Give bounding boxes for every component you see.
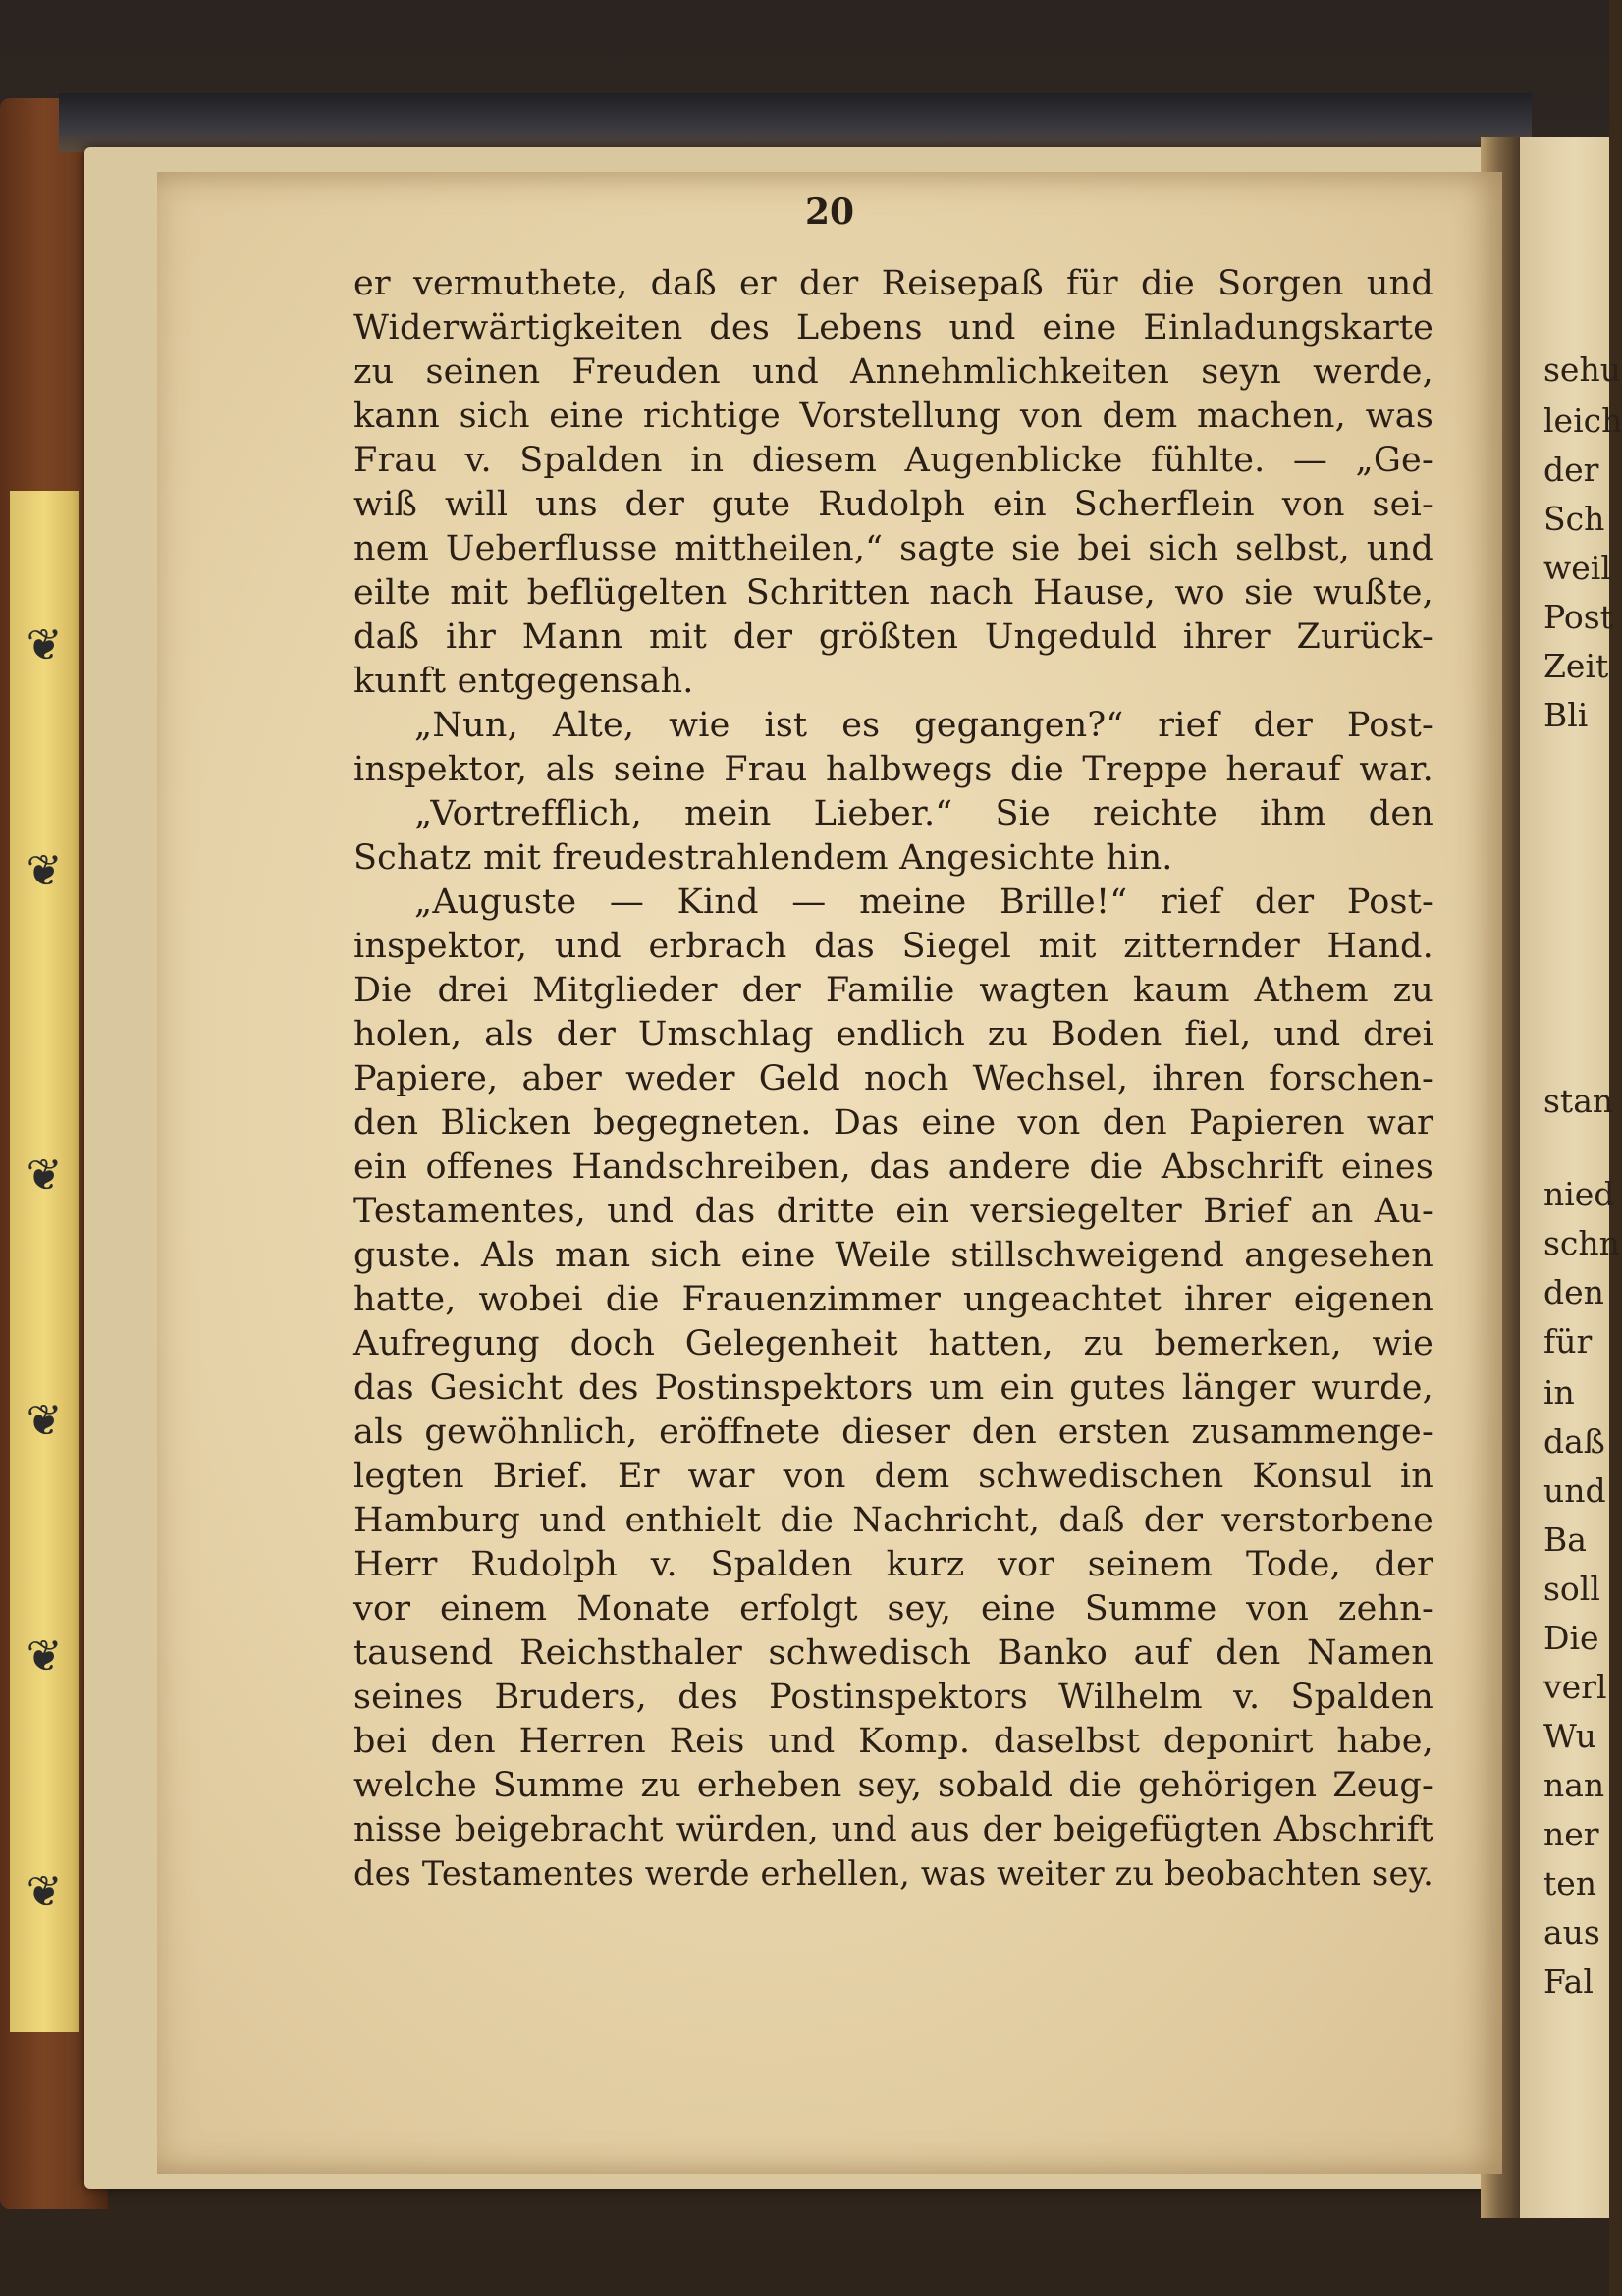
next-page-fragment: sehu [1543, 350, 1621, 389]
next-page-fragment: Post [1543, 598, 1613, 636]
text-line: Widerwärtigkeiten des Lebens und eine Einladungskarte [353, 308, 1433, 347]
spine-ornament-icon: ❦ [26, 1867, 63, 1917]
text-line: kunft entgegensah. [353, 662, 694, 701]
next-page-fragment: Ba [1543, 1521, 1587, 1559]
text-line: Herr Rudolph v. Spalden kurz vor seinem Tode, der [353, 1545, 1433, 1584]
spine-ornament-icon: ❦ [26, 1396, 63, 1446]
text-line: bei den Herren Reis und Komp. daselbst deponirt habe, [353, 1722, 1433, 1761]
spine-ornament-icon: ❦ [26, 1150, 63, 1201]
next-page-fragment: den [1543, 1273, 1604, 1311]
text-line: als gewöhnlich, eröffnete dieser den ersten zusammenge- [353, 1413, 1433, 1452]
next-page-fragment: Wu [1543, 1717, 1596, 1755]
text-line: legten Brief. Er war von dem schwedischen Konsul in [353, 1457, 1433, 1496]
next-page-fragment: Die [1543, 1619, 1599, 1657]
next-page-fragment: Sch [1543, 500, 1605, 538]
next-page-fragment: nan [1543, 1766, 1605, 1804]
next-page-fragment: ten [1543, 1864, 1597, 1902]
spine-ornament-icon: ❦ [26, 620, 63, 670]
text-line: zu seinen Freuden und Annehmlichkeiten seyn werde, [353, 352, 1433, 392]
text-line: Die drei Mitglieder der Familie wagten kaum Athem zu [353, 971, 1433, 1010]
next-page-fragment: schn [1543, 1224, 1620, 1262]
text-line: das Gesicht des Postinspektors um ein gutes länger wurde, [353, 1368, 1433, 1408]
next-page-edge [1520, 137, 1622, 2218]
text-line: Papiere, aber weder Geld noch Wechsel, ihren forschen- [353, 1059, 1433, 1098]
next-page-fragment: weil [1543, 549, 1611, 587]
next-page-fragment: und [1543, 1471, 1606, 1510]
text-line: tausend Reichsthaler schwedisch Banko auf den Namen [353, 1633, 1433, 1673]
text-line: ein offenes Handschreiben, das andere die Abschrift eines [353, 1148, 1433, 1187]
text-line: vor einem Monate erfolgt sey, eine Summe von zehn- [353, 1589, 1433, 1629]
text-line: des Testamentes werde erhellen, was weiter zu beobachten sey. [353, 1854, 1433, 1893]
text-line: welche Summe zu erheben sey, sobald die gehörigen Zeug- [353, 1766, 1433, 1805]
text-line: guste. Als man sich eine Weile stillschweigend angesehen [353, 1236, 1433, 1275]
next-page-fragment: ner [1543, 1815, 1599, 1853]
next-page-fragment: Fal [1543, 1962, 1594, 2001]
book-page [157, 172, 1502, 2174]
text-line: „Auguste — Kind — meine Brille!“ rief der Post- [414, 882, 1433, 922]
text-line: eilte mit beflügelten Schritten nach Hause, wo sie wußte, [353, 573, 1433, 613]
text-line: nem Ueberflusse mittheilen,“ sagte sie bei sich selbst, und [353, 529, 1433, 568]
next-page-fragment: stan [1543, 1082, 1614, 1120]
text-line: daß ihr Mann mit der größten Ungeduld ihrer Zurück- [353, 617, 1433, 657]
spine-ornament-icon: ❦ [26, 846, 63, 896]
next-page-fragment: für [1543, 1322, 1593, 1361]
spine-label-strip [10, 491, 79, 2032]
text-line: Frau v. Spalden in diesem Augenblicke fühlte. — „Ge- [353, 441, 1433, 480]
text-line: Testamentes, und das dritte ein versiegelter Brief an Au- [353, 1192, 1433, 1231]
text-line: den Blicken begegneten. Das eine von den Papieren war [353, 1103, 1433, 1143]
text-line: er vermuthete, daß er der Reisepaß für die Sorgen und [353, 264, 1433, 303]
text-line: nisse beigebracht würden, und aus der beigefügten Abschrift [353, 1810, 1433, 1849]
text-line: hatte, wobei die Frauenzimmer ungeachtet ihrer eigenen [353, 1280, 1433, 1319]
next-page-fragment: leich [1543, 401, 1622, 440]
text-line: Hamburg und enthielt die Nachricht, daß der verstorbene [353, 1501, 1433, 1540]
text-line: kann sich eine richtige Vorstellung von dem machen, was [353, 397, 1433, 436]
text-line: wiß will uns der gute Rudolph ein Scherflein von sei- [353, 485, 1433, 524]
text-line: inspektor, und erbrach das Siegel mit zitternder Hand. [353, 927, 1433, 966]
next-page-fragment: aus [1543, 1913, 1600, 1951]
text-line: Schatz mit freudestrahlendem Angesichte hin. [353, 838, 1173, 878]
text-line: inspektor, als seine Frau halbwegs die Treppe herauf war. [353, 750, 1433, 789]
next-page-fragment: daß [1543, 1422, 1605, 1461]
next-page-fragment: soll [1543, 1570, 1600, 1608]
spine-ornament-icon: ❦ [26, 1631, 63, 1682]
text-line: Aufregung doch Gelegenheit hatten, zu bemerken, wie [353, 1324, 1433, 1363]
next-page-fragment: Bli [1543, 696, 1589, 734]
next-page-fragment: der [1543, 451, 1599, 489]
text-line: holen, als der Umschlag endlich zu Boden fiel, und drei [353, 1015, 1433, 1054]
page-number: 20 [804, 191, 855, 233]
leather-cover-top [59, 93, 1532, 152]
next-page-fragment: nied [1543, 1175, 1615, 1213]
text-line: „Vortrefflich, mein Lieber.“ Sie reichte ihm den [414, 794, 1433, 833]
next-page-fragment: Zeit [1543, 647, 1609, 685]
text-line: seines Bruders, des Postinspektors Wilhelm v. Spalden [353, 1678, 1433, 1717]
next-page-fragment: verl [1543, 1668, 1607, 1706]
text-line: „Nun, Alte, wie ist es gegangen?“ rief der Post- [414, 706, 1433, 745]
next-page-fragment: in [1543, 1373, 1575, 1412]
